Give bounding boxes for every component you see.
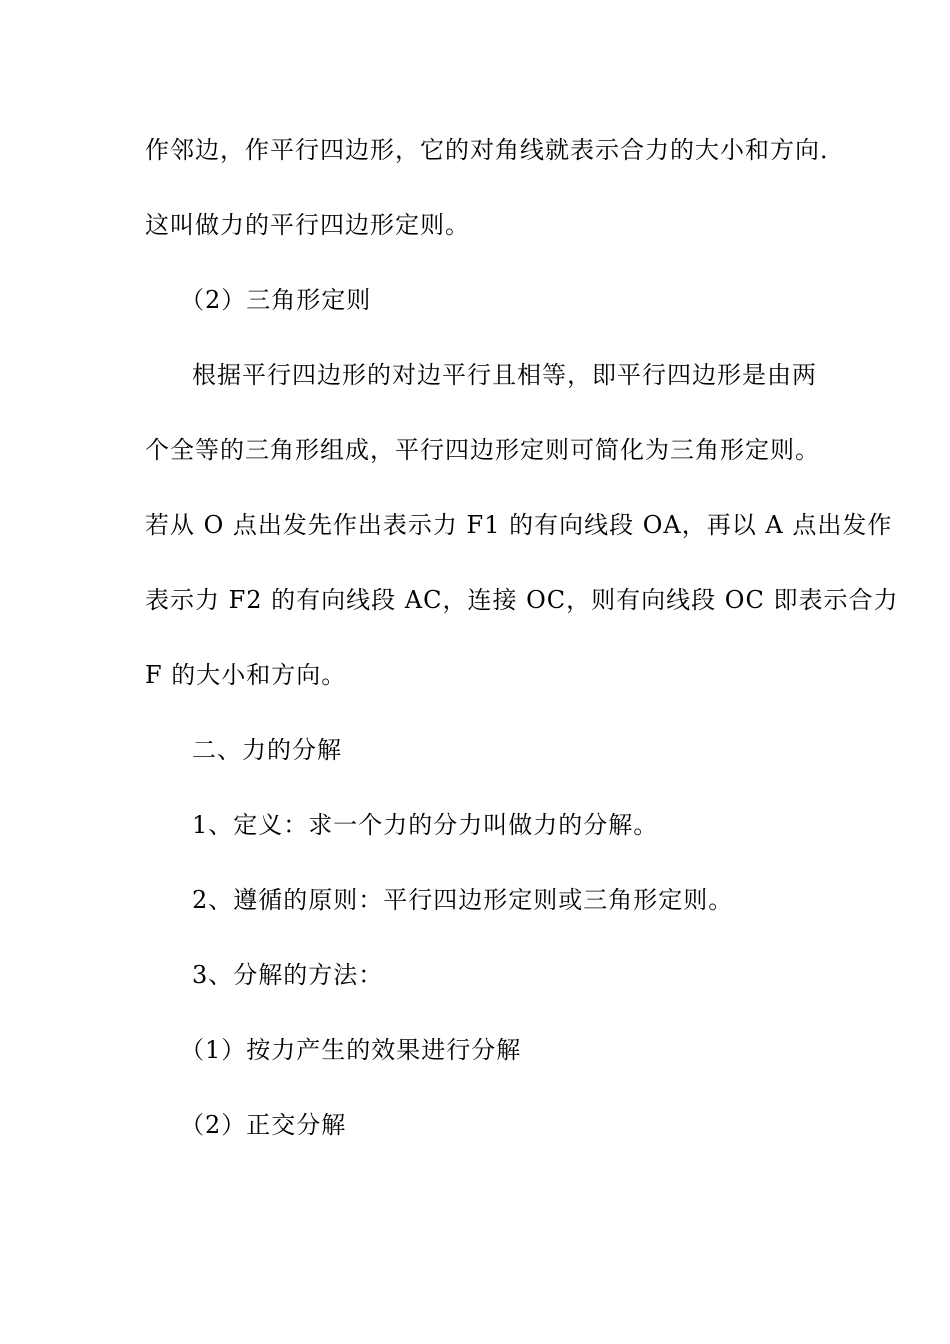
section-heading: 二、力的分解 xyxy=(192,736,342,764)
paragraph-line: 根据平行四边形的对边平行且相等，即平行四边形是由两 xyxy=(192,361,817,389)
list-item: 3、分解的方法： xyxy=(192,961,384,989)
paragraph-line: 个全等的三角形组成，平行四边形定则可简化为三角形定则。 xyxy=(145,436,820,464)
paragraph-line: 若从 O 点出发先作出表示力 F1 的有向线段 OA，再以 A 点出发作 xyxy=(145,511,893,539)
list-item: 1、定义：求一个力的分力叫做力的分解。 xyxy=(192,811,659,839)
sub-list-item: （2）正交分解 xyxy=(180,1111,347,1139)
sub-list-item: （1）按力产生的效果进行分解 xyxy=(180,1036,522,1064)
paragraph-line: 作邻边，作平行四边形，它的对角线就表示合力的大小和方向． xyxy=(145,136,845,164)
paragraph-line: 这叫做力的平行四边形定则。 xyxy=(145,211,470,239)
paragraph-line: F 的大小和方向。 xyxy=(145,661,347,689)
subsection-heading: （2）三角形定则 xyxy=(180,286,372,314)
list-item: 2、遵循的原则：平行四边形定则或三角形定则。 xyxy=(192,886,734,914)
paragraph-line: 表示力 F2 的有向线段 AC，连接 OC，则有向线段 OC 即表示合力 xyxy=(145,586,899,614)
